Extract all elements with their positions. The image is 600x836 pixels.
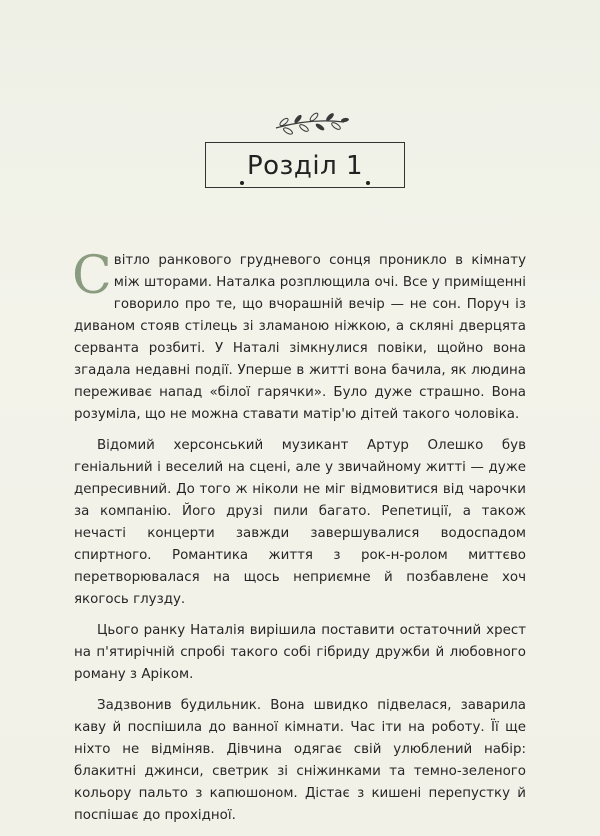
- chapter-body: [72, 246, 526, 836]
- paragraph-1: [72, 246, 526, 426]
- paragraph-2: Відомий херсонський музикант Артур Олешко був геніальний і веселий на сцені, але у звичайному житті — дуже депресивний. До того ж ніколи не міг відмовитися від чарочки за компанію. Його друзі пили багато. Репетиції, а також нечасті концерти завжди завершувалися водоспадом спиртного. Романтика життя з рок-н-ролом миттєво перетворювалася на щось неприємне й позбавлене хоч якогось глузду.: [74, 438, 526, 607]
- paragraph-4: Задзвонив будильник. Вона швидко підвелася, заварила каву й поспішила до ванної кімнати. Час іти на роботу. Її ще ніхто не відміняв. Дівчина одягає свій улюблений набір: блакитні джинси, светрик зі сніжинками та темно-зеленого кольору пальто з капюшоном. Дістає з кишені перепустку й поспішає до прохідної.: [74, 698, 526, 823]
- paragraph-3: Цього ранку Наталія вирішила поставити остаточний хрест на п'ятирічній спробі такого собі гібриду дружби й любовного роману з Аріком.: [74, 623, 526, 682]
- olive-branch-icon: [270, 108, 350, 138]
- chapter-heading-box: [205, 142, 405, 188]
- paragraph-1-text: вітло ранкового грудневого сонця проникло в кімнату між шторами. Наталка розплющила очі. Все у приміщенні говорило про те, що вчорашній вечір — не сон. Поруч із диваном стояв стілець зі зламаною ніжкою, а скляні дверцята серванта розбиті. У Наталі зімкнулися повіки, щойно вона згадала недавні події. Уперше в житті вона бачила, як людина переживає напад «білої гарячки». Було дуже страшно. Вона розуміла, що не можна ставати матір'ю дітей такого чоловіка.: [74, 253, 526, 422]
- drop-cap: С: [72, 246, 112, 306]
- chapter-title: Розділ 1: [246, 151, 364, 181]
- decorative-dot-right: [366, 181, 370, 185]
- decorative-dot-left: [240, 181, 244, 185]
